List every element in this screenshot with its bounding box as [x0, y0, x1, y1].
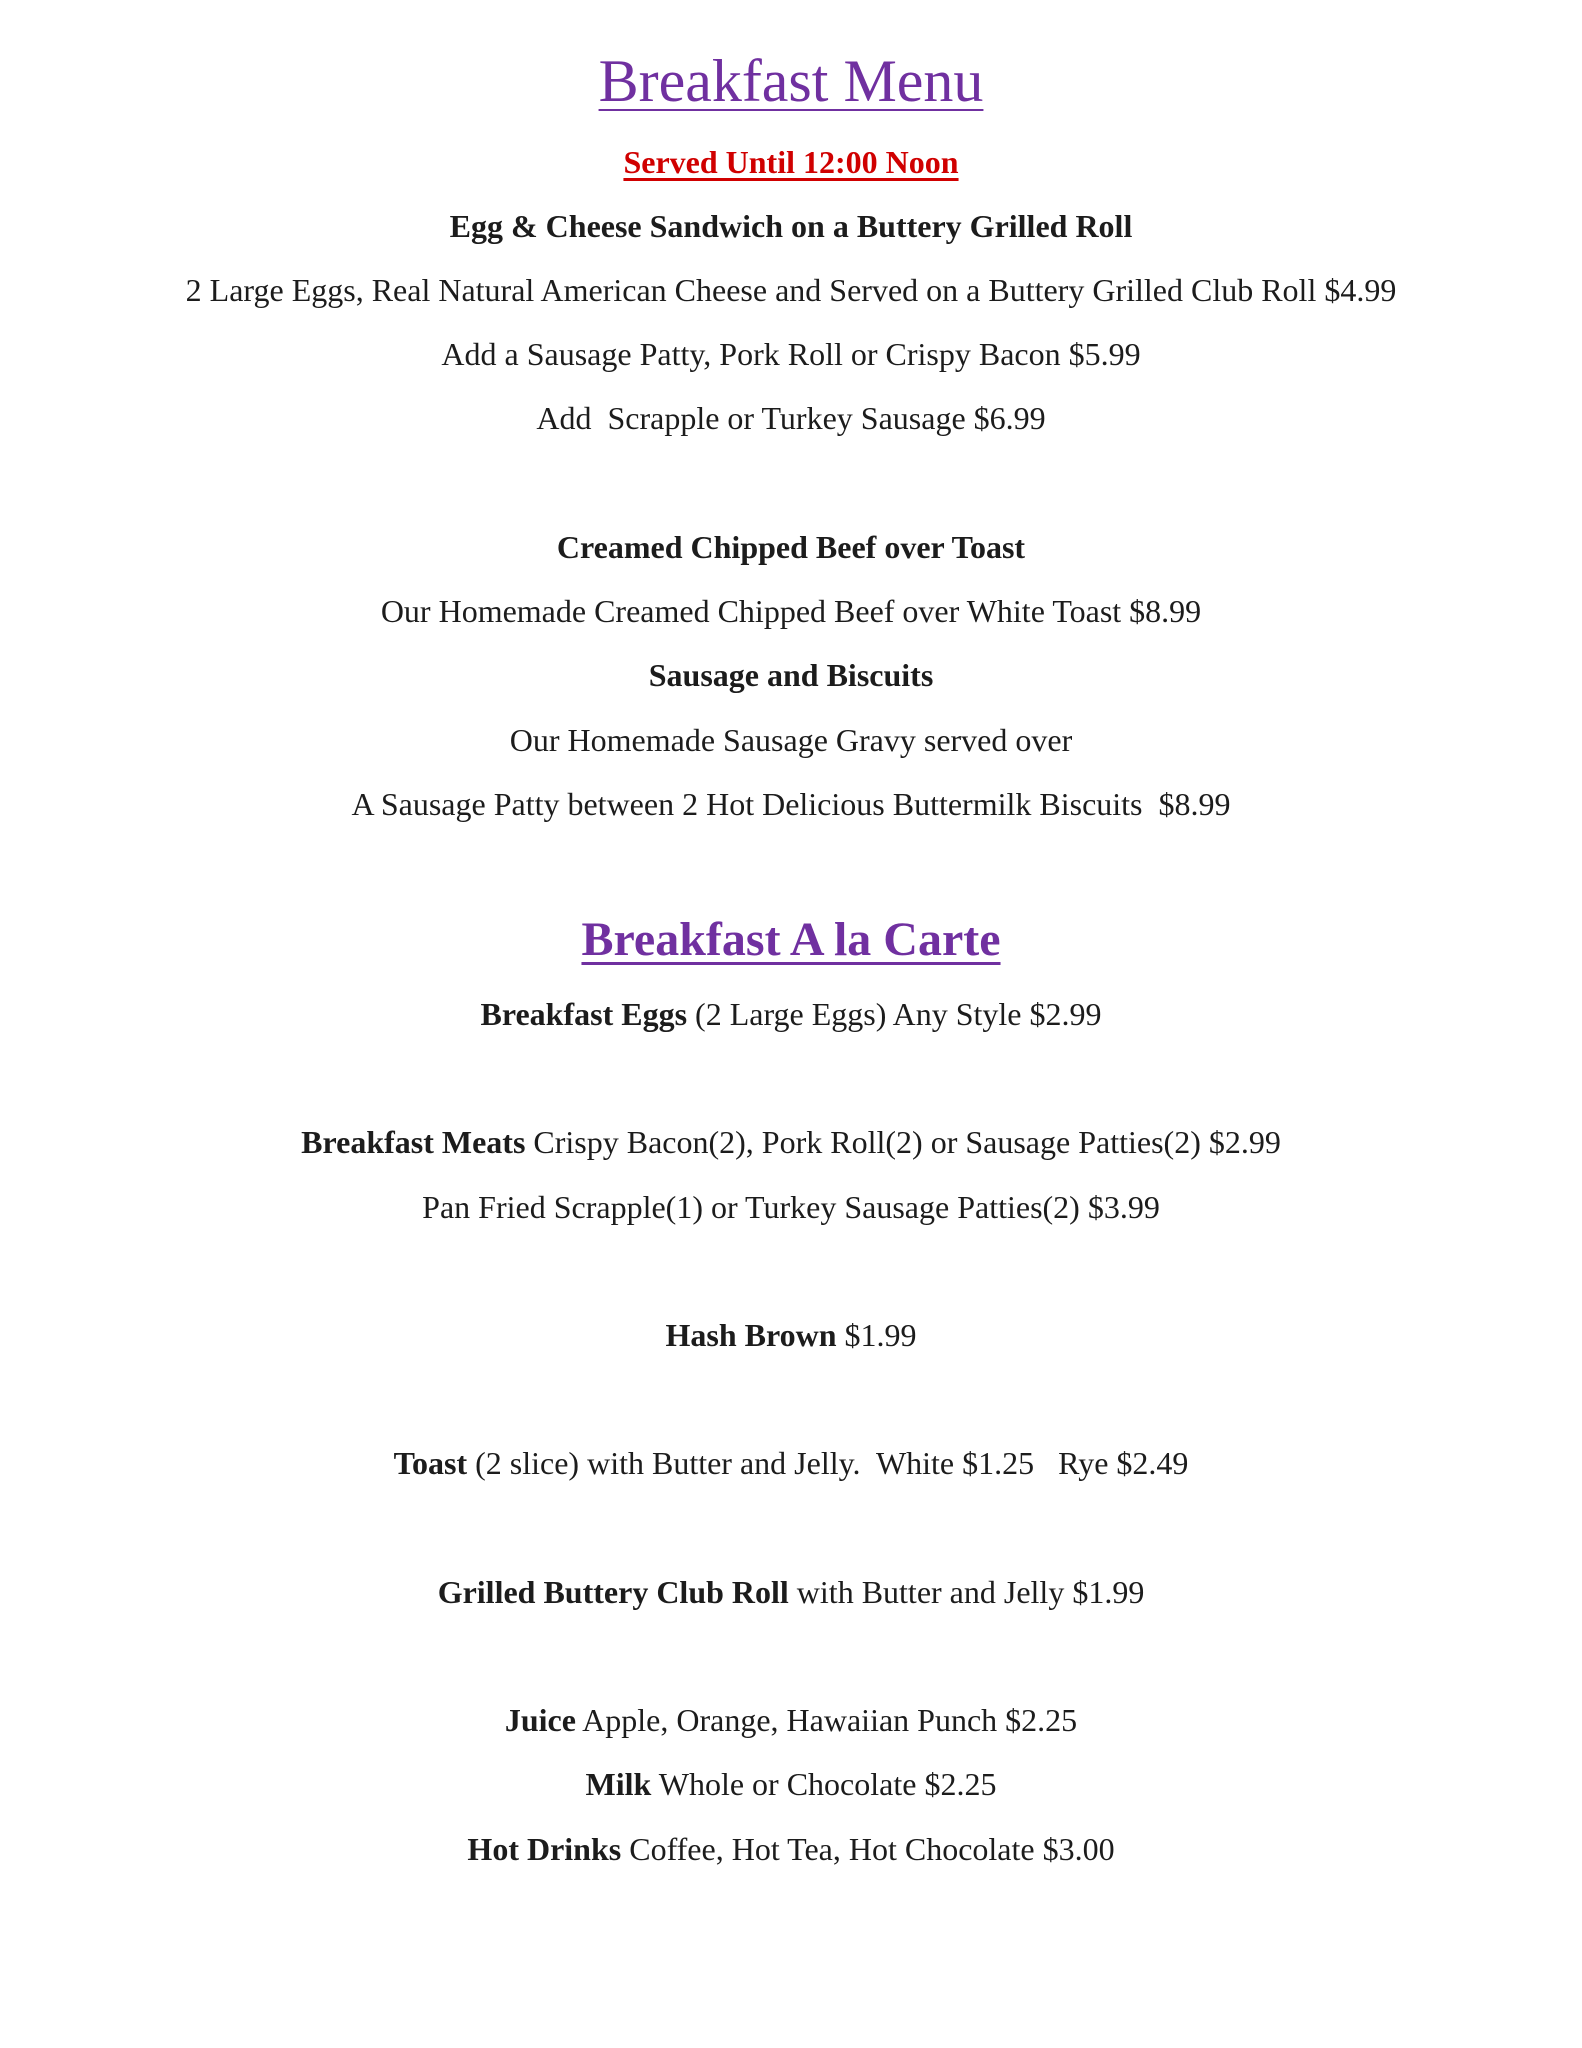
biscuits-description-1: Our Homemade Sausage Gravy served over — [509, 722, 1073, 758]
juice-item — [0, 1700, 1582, 1740]
toast-item — [0, 1443, 1582, 1483]
hash-brown-item — [0, 1315, 1582, 1355]
meats-text: Crispy Bacon(2), Pork Roll(2) or Sausage Patties(2) $2.99 — [525, 1124, 1281, 1160]
eggs-text: (2 Large Eggs) Any Style $2.99 — [687, 996, 1102, 1032]
hot-drinks-text: Coffee, Hot Tea, Hot Chocolate $3.00 — [621, 1831, 1115, 1867]
chipped-beef-description: Our Homemade Creamed Chipped Beef over White Toast $8.99 — [380, 593, 1202, 629]
club-roll-item — [0, 1572, 1582, 1612]
eggs-label: Breakfast Eggs — [480, 996, 688, 1032]
egg-sandwich-addon-2: Add Scrapple or Turkey Sausage $6.99 — [536, 400, 1046, 436]
club-roll-text: with Butter and Jelly $1.99 — [788, 1574, 1145, 1610]
toast-text: (2 slice) with Butter and Jelly. White $1.25 Rye $2.49 — [467, 1445, 1189, 1481]
hot-drinks-label: Hot Drinks — [467, 1831, 622, 1867]
milk-label: Milk — [585, 1766, 652, 1802]
egg-sandwich-description: 2 Large Eggs, Real Natural American Cheese and Served on a Buttery Grilled Club Roll $4.99 — [185, 272, 1397, 308]
menu-subtitle: Served Until 12:00 Noon — [623, 144, 959, 180]
milk-text: Whole or Chocolate $2.25 — [651, 1766, 997, 1802]
hot-drinks-item — [0, 1829, 1582, 1869]
juice-text: Apple, Orange, Hawaiian Punch $2.25 — [575, 1702, 1078, 1738]
toast-label: Toast — [393, 1445, 468, 1481]
biscuits-description-2: A Sausage Patty between 2 Hot Delicious Buttermilk Biscuits $8.99 — [351, 786, 1231, 822]
meats-label: Breakfast Meats — [301, 1124, 526, 1160]
eggs-item — [0, 994, 1582, 1034]
milk-item — [0, 1764, 1582, 1804]
menu-title: Breakfast Menu — [598, 48, 984, 114]
biscuits-heading: Sausage and Biscuits — [648, 657, 934, 693]
egg-sandwich-heading: Egg & Cheese Sandwich on a Buttery Grilled Roll — [449, 208, 1133, 244]
chipped-beef-heading: Creamed Chipped Beef over Toast — [556, 529, 1026, 565]
juice-label: Juice — [504, 1702, 576, 1738]
a-la-carte-title: Breakfast A la Carte — [581, 913, 1001, 966]
meats-item-line-2: Pan Fried Scrapple(1) or Turkey Sausage Patties(2) $3.99 — [422, 1189, 1160, 1225]
hash-brown-label: Hash Brown — [665, 1317, 837, 1353]
meats-item — [0, 1122, 1582, 1162]
hash-brown-text: $1.99 — [836, 1317, 917, 1353]
club-roll-label: Grilled Buttery Club Roll — [437, 1574, 789, 1610]
egg-sandwich-addon-1: Add a Sausage Patty, Pork Roll or Crispy Bacon $5.99 — [441, 336, 1141, 372]
